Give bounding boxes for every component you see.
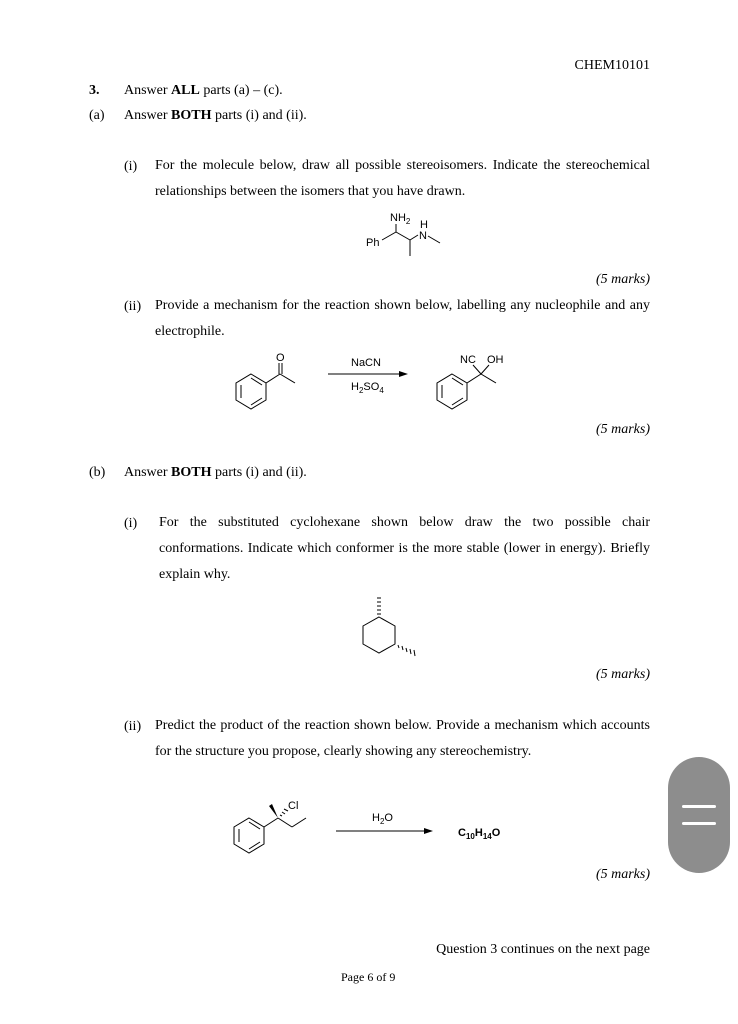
- arrow-head-icon: [399, 371, 408, 377]
- ph-label: Ph: [366, 237, 380, 249]
- oh-label: OH: [487, 354, 504, 366]
- stereoisomer-molecule: [360, 208, 460, 268]
- n-label: N: [419, 230, 427, 242]
- reagent-nacn: NaCN: [351, 357, 381, 369]
- part-a-ii-marks: (5 marks): [595, 422, 650, 437]
- part-a-label: (a): [89, 108, 105, 123]
- part-b-i-marks: (5 marks): [595, 667, 650, 682]
- part-a-i-text: For the molecule below, draw all possible stereoisomers. Indicate the stereochemical relationships between the isomers that you have drawn.: [155, 158, 650, 199]
- dimethylcyclohexane-structure: [350, 590, 430, 662]
- hashed-wedge-top: [377, 598, 381, 614]
- cl-label: Cl: [288, 800, 299, 812]
- part-b-i-text: For the substituted cyclohexane shown below draw the two possible chair conformations. Indicate which conformer is the more stable (lower in energy). Briefly explain why.: [159, 515, 650, 582]
- part-b-i-label: (i): [124, 516, 138, 531]
- part-a-i-marks: (5 marks): [595, 272, 650, 287]
- nh2-label: $NH_2$: [390, 212, 411, 226]
- product-formula: $C_{10}H_{14}O$: [458, 827, 501, 841]
- chloride-reactant-structure: [234, 818, 306, 853]
- part-a-ii-label: (ii): [124, 299, 142, 314]
- question-intro: Answer ALL parts (a) – (c).: [124, 83, 283, 98]
- part-a-ii-text: Provide a mechanism for the reaction shown below, labelling any nucleophile and any electrophile.: [155, 298, 650, 339]
- part-b-ii-marks: (5 marks): [595, 867, 650, 882]
- page-number: Page 6 of 9: [341, 970, 396, 984]
- sn1-reaction-scheme: [228, 796, 528, 861]
- part-b-intro: Answer BOTH parts (i) and (ii).: [124, 465, 307, 480]
- part-b-label: (b): [89, 465, 106, 480]
- cyanohydrin-structure: [437, 365, 496, 409]
- question-number: 3.: [89, 83, 100, 98]
- reagent-h2o: $H_2O$: [372, 812, 393, 826]
- arrow-head-icon-2: [424, 828, 433, 834]
- part-a-intro: Answer BOTH parts (i) and (ii).: [124, 108, 307, 123]
- nc-label: NC: [460, 354, 476, 366]
- carbonyl-o-label: O: [276, 352, 285, 364]
- h-label: H: [420, 219, 428, 231]
- solid-wedge-methyl: [269, 804, 278, 818]
- acetophenone-structure: [236, 363, 295, 409]
- part-a-i-label: (i): [124, 159, 138, 174]
- hashed-wedge-cl: [280, 809, 288, 816]
- scroll-handle-button[interactable]: [668, 757, 730, 873]
- hashed-wedge-bottom: [398, 645, 415, 656]
- part-b-ii-text: Predict the product of the reaction shown below. Provide a mechanism which accounts for the structure you propose, clearly showing any stereochemistry.: [155, 718, 650, 759]
- course-code: CHEM10101: [574, 58, 650, 73]
- continues-note: Question 3 continues on the next page: [436, 942, 650, 957]
- cyanohydrin-reaction-scheme: [230, 348, 530, 413]
- reagent-h2so4: $H_2SO_4$: [351, 381, 384, 395]
- part-b-ii-label: (ii): [124, 719, 142, 734]
